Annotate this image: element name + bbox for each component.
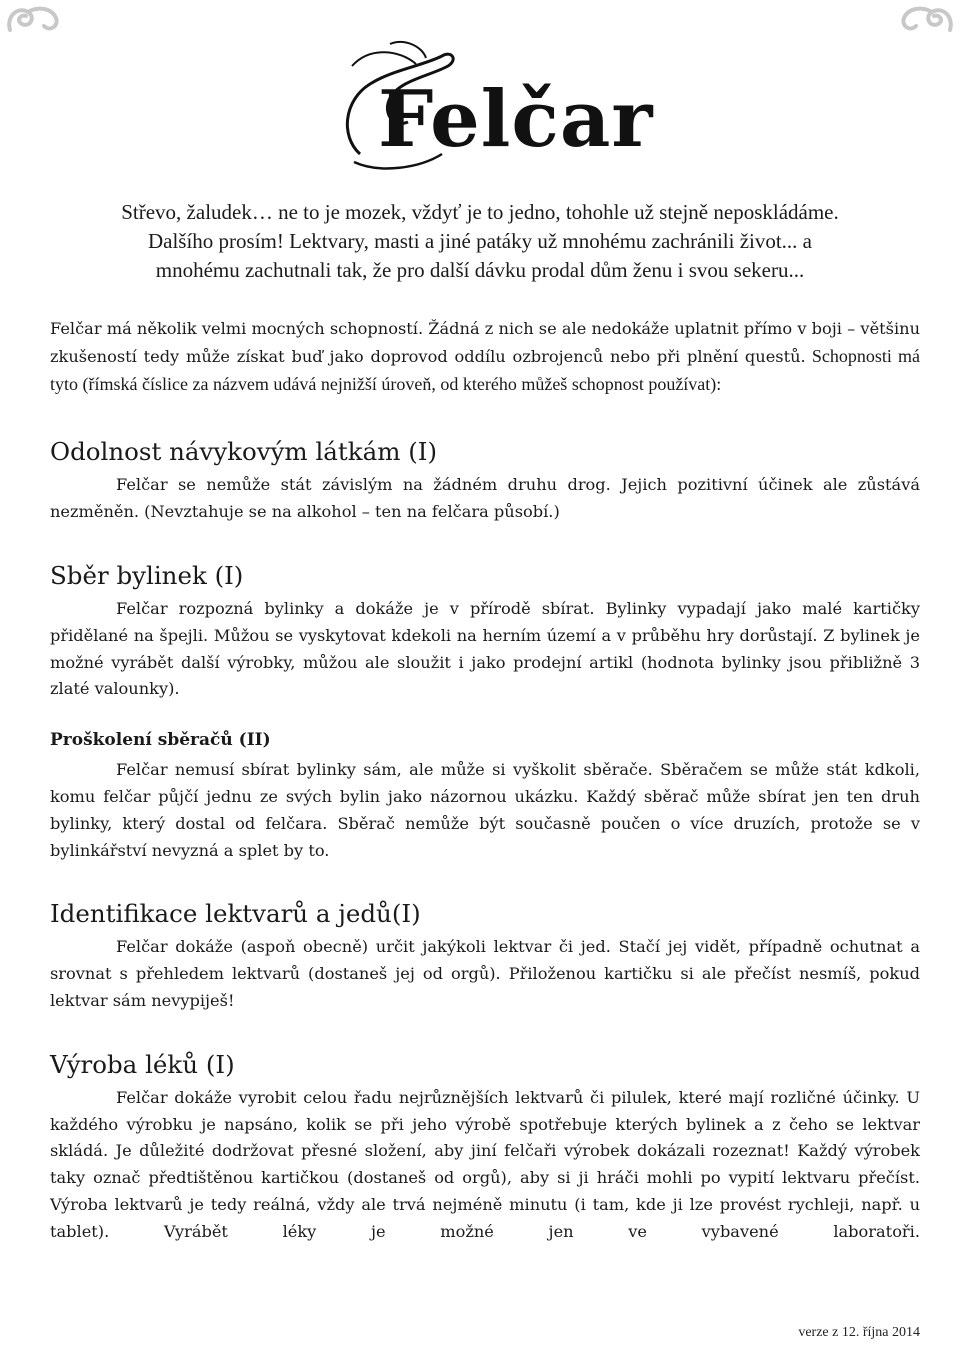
intro-line-2: Dalšího prosím! Lektvary, masti a jiné patáky už mnohému zachránili život... a [147,229,813,253]
intro-line-3: mnohému zachutnali tak, že pro další dávku prodal dům ženu i svou sekeru... [155,258,805,282]
section-odolnost [50,436,920,526]
page-title [330,36,654,176]
section-heading: Výroba léků (I) [50,1049,235,1079]
section-text: Felčar nemusí sbírat bylinky sám, ale může si vyškolit sběrače. Sběračem se může stát kdkoli, komu felčar půjčí jednu ze svých bylin jako názornou ukázku. Každý sběrač může sbírat jen ten druh bylinky, který dostal od felčara. Sběrač nemůže být současně poučen o více druzích, protože se v bylinkářství nevyzná a splet by to. [50,760,920,860]
section-text: Felčar dokáže vyrobit celou řadu nejrůznějších lektvarů či pilulek, které mají rozličné účinky. U každého výrobku je napsáno, kolik se při jeho výrobě spotřebuje kterých bylinek a z čeho se lektvar skládá. Je důležité dodržovat přesné složení, aby jiní felčaři výrobek dokázali rozeznat! Každý výrobek taky označ předtištěnou kartičkou (dostaneš od orgů), aby si ji hráči mohli po vypití lektvaru přečíst. Výroba lektvarů je tedy reálná, vždy ale trvá nejméně minutu (i tam, kde ji lze provést rychleji, např. u tablet). Vyrábět léky je možné jen ve vybavené laboratoři. [50,1087,920,1241]
intro-line-1: Střevo, žaludek… ne to je mozek, vždyť je to jedno, tohohle už stejně neposkládáme. [121,200,839,224]
section-text: Felčar rozpozná bylinky a dokáže je v přírodě sbírat. Bylinky vypadají jako malé kartičky přidělané na špejli. Můžou se vyskytovat kdekoli na herním území a v průběhu hry dorůstají. Z bylinek je možné vyrábět další výrobky, můžou ale sloužit i jako prodejní artikl (hodnota bylinky jsou přibližně 3 zlaté valounky). [50,598,920,699]
section-sber-bylinek [50,560,920,703]
lead-part-1: Felčar má několik velmi mocných schopností. Žádná z nich se ale nedokáže uplatnit přímo v boji – většinu zkušeností tedy může získat buď jako doprovod oddílu ozbrojenců nebo při plnění questů. [50,319,920,366]
ornament-right-icon [900,2,956,38]
section-heading: Identifikace lektvarů a jedů(I) [50,899,421,929]
section-text: Felčar dokáže (aspoň obecně) určit jakýkoli lektvar či jed. Stačí jej vidět, případně ochutnat a srovnat s přehledem lektvarů (dostaneš jej od orgů). Přiloženou kartičku si ale přečíst nesmíš, pokud lektvar sám nevypiješ! [50,937,920,1010]
ornament-left-icon [4,2,60,38]
section-text: Felčar se nemůže stát závislým na žádném druhu drog. Jejich pozitivní účinek ale zůstává nezměněn. (Nevztahuje se na alkohol – ten na felčara působí.) [50,475,920,522]
section-subheading: Proškolení sběračů (II) [50,730,271,751]
section-heading: Sběr bylinek (I) [50,560,244,590]
section-heading: Odolnost návykovým látkám (I) [50,437,438,467]
section-vyroba-leku [50,1049,920,1246]
intro-text [50,198,910,285]
section-proskoleni [50,727,920,864]
version-footer: verze z 12. října 2014 [798,1325,920,1340]
lead-part-2: Schopnosti má tyto (římská číslice za názvem udává nejnižší úroveň, od kterého můžeš schopnost používat): [50,345,921,394]
lead-paragraph [50,316,920,398]
section-identifikace [50,898,920,1014]
document-body [50,316,920,1280]
title-text: Felčar [378,74,654,165]
